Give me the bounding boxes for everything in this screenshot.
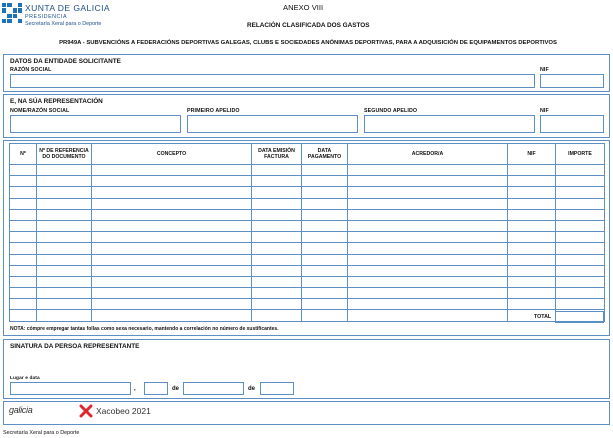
- table-cell[interactable]: [556, 176, 605, 187]
- table-cell[interactable]: [348, 254, 508, 265]
- table-cell[interactable]: [508, 176, 556, 187]
- table-cell[interactable]: [348, 198, 508, 209]
- logo-presidencia-text: PRESIDENCIA: [25, 14, 68, 20]
- table-row: [10, 220, 605, 231]
- table-cell[interactable]: [252, 176, 302, 187]
- table-cell[interactable]: [10, 276, 37, 287]
- document-title: RELACIÓN CLASIFICADA DOS GASTOS: [247, 22, 370, 29]
- table-cell[interactable]: [37, 220, 92, 231]
- name-field[interactable]: [10, 115, 181, 133]
- table-cell[interactable]: [37, 243, 92, 254]
- table-cell[interactable]: [10, 165, 37, 176]
- xacobeo-logo-icon: [79, 404, 93, 418]
- day-field[interactable]: [144, 382, 168, 395]
- table-cell[interactable]: [252, 243, 302, 254]
- table-cell[interactable]: [10, 299, 37, 310]
- table-cell[interactable]: [92, 209, 252, 220]
- col-header-invoice-date: DATA EMISIÓN FACTURA: [252, 144, 302, 165]
- table-cell[interactable]: [37, 187, 92, 198]
- table-cell[interactable]: [37, 254, 92, 265]
- table-cell[interactable]: [37, 288, 92, 299]
- table-cell[interactable]: [508, 299, 556, 310]
- table-cell[interactable]: [37, 232, 92, 243]
- logo-secretaria-text: Secretaría Xeral para o Deporte: [25, 20, 102, 27]
- table-cell[interactable]: [252, 220, 302, 231]
- table-cell[interactable]: [302, 310, 348, 321]
- table-cell[interactable]: [556, 254, 605, 265]
- table-cell[interactable]: [556, 198, 605, 209]
- table-cell[interactable]: [302, 187, 348, 198]
- col-header-number: Nº: [10, 144, 37, 165]
- table-cell[interactable]: [10, 209, 37, 220]
- table-cell[interactable]: [252, 187, 302, 198]
- table-cell[interactable]: [556, 265, 605, 276]
- table-cell[interactable]: [302, 198, 348, 209]
- table-cell[interactable]: [508, 265, 556, 276]
- table-cell[interactable]: [10, 254, 37, 265]
- table-row: [10, 299, 605, 310]
- razon-social-field[interactable]: [10, 74, 535, 88]
- table-cell[interactable]: [252, 299, 302, 310]
- col-header-creditor: ACREDOR/A: [348, 144, 508, 165]
- table-cell[interactable]: [348, 276, 508, 287]
- signature-section-title: SINATURA DA PERSOA REPRESENTANTE: [10, 343, 140, 350]
- table-cell[interactable]: [10, 265, 37, 276]
- table-cell[interactable]: [10, 198, 37, 209]
- total-field[interactable]: [555, 311, 604, 323]
- table-row: [10, 265, 605, 276]
- table-cell[interactable]: [508, 220, 556, 231]
- table-cell[interactable]: [92, 187, 252, 198]
- table-cell[interactable]: [92, 288, 252, 299]
- table-cell[interactable]: [252, 198, 302, 209]
- table-cell[interactable]: [10, 232, 37, 243]
- table-cell[interactable]: [348, 232, 508, 243]
- table-cell[interactable]: [10, 310, 37, 321]
- table-cell[interactable]: [37, 276, 92, 287]
- table-cell[interactable]: [302, 288, 348, 299]
- place-date-label: Lugar e data: [10, 376, 40, 381]
- table-cell[interactable]: [252, 165, 302, 176]
- de-separator-1: de: [172, 386, 180, 392]
- table-row: [10, 187, 605, 198]
- table-cell[interactable]: [37, 209, 92, 220]
- table-cell[interactable]: [252, 276, 302, 287]
- logo-xunta-text: XUNTA DE GALICIA: [25, 3, 111, 13]
- table-cell[interactable]: [556, 232, 605, 243]
- table-cell[interactable]: [10, 288, 37, 299]
- table-cell[interactable]: [348, 243, 508, 254]
- table-cell[interactable]: [302, 299, 348, 310]
- table-row: [10, 165, 605, 176]
- table-cell[interactable]: [508, 209, 556, 220]
- table-cell[interactable]: [556, 288, 605, 299]
- table-cell[interactable]: [302, 243, 348, 254]
- table-cell[interactable]: [302, 209, 348, 220]
- table-cell[interactable]: [252, 254, 302, 265]
- col-header-reference: Nº DE REFERENCIA DO DOCUMENTO: [37, 144, 92, 165]
- footer-org-text: Secretaría Xeral para o Deporte: [3, 430, 80, 436]
- col-header-payment-date: DATA PAGAMENTO: [302, 144, 348, 165]
- col-header-amount: IMPORTE: [556, 144, 605, 165]
- table-row: [10, 310, 605, 321]
- table-cell[interactable]: [302, 276, 348, 287]
- table-cell[interactable]: [556, 165, 605, 176]
- table-cell[interactable]: [508, 165, 556, 176]
- table-row: [10, 243, 605, 254]
- table-row: [10, 176, 605, 187]
- table-cell[interactable]: [252, 209, 302, 220]
- table-cell[interactable]: [92, 265, 252, 276]
- table-cell[interactable]: [10, 220, 37, 231]
- table-cell[interactable]: [302, 265, 348, 276]
- table-cell[interactable]: [302, 220, 348, 231]
- table-cell[interactable]: [10, 187, 37, 198]
- surname2-field[interactable]: [364, 115, 535, 133]
- table-cell[interactable]: [92, 243, 252, 254]
- table-cell[interactable]: [556, 187, 605, 198]
- year-field[interactable]: [260, 382, 294, 395]
- table-header-row: [10, 144, 605, 165]
- table-cell[interactable]: [92, 232, 252, 243]
- table-cell[interactable]: [37, 198, 92, 209]
- table-cell[interactable]: [348, 176, 508, 187]
- xunta-logo-icon: [2, 3, 22, 23]
- table-cell[interactable]: [348, 187, 508, 198]
- xacobeo-logo-text: Xacobeo 2021: [96, 406, 151, 416]
- table-cell[interactable]: [348, 165, 508, 176]
- table-cell[interactable]: [92, 165, 252, 176]
- table-cell[interactable]: [252, 232, 302, 243]
- table-note: NOTA: cómpre empregar tantas follas como sexa necesario, mantendo a correlación no número de xustificantes.: [10, 326, 279, 332]
- table-cell[interactable]: [508, 243, 556, 254]
- procedure-title: PR949A - SUBVENCIÓNS A FEDERACIÓNS DEPORTIVAS GALEGAS, CLUBS E SOCIEDADES ANÓNIMAS DEPORTIVAS, PARA A ADQUISICIÓN DE EQUIPAMENTOS DEPORTIVOS: [59, 40, 557, 46]
- table-cell[interactable]: [92, 276, 252, 287]
- table-cell[interactable]: [37, 165, 92, 176]
- table-row: [10, 198, 605, 209]
- table-cell[interactable]: [92, 220, 252, 231]
- representative-nif-label: NIF: [540, 108, 549, 114]
- table-cell[interactable]: [556, 299, 605, 310]
- table-cell[interactable]: [302, 232, 348, 243]
- table-cell[interactable]: [37, 176, 92, 187]
- table-cell[interactable]: [348, 288, 508, 299]
- table-cell[interactable]: [508, 198, 556, 209]
- table-cell[interactable]: [37, 299, 92, 310]
- annex-label: ANEXO VIII: [283, 3, 324, 12]
- col-header-concept: CONCEPTO: [92, 144, 252, 165]
- table-cell[interactable]: [92, 176, 252, 187]
- representative-section-title: E, NA SÚA REPRESENTACIÓN: [10, 98, 103, 105]
- table-cell[interactable]: [556, 220, 605, 231]
- entity-nif-label: NIF: [540, 67, 549, 73]
- table-cell[interactable]: [508, 276, 556, 287]
- table-row: [10, 288, 605, 299]
- table-cell[interactable]: [92, 299, 252, 310]
- surname1-field[interactable]: [187, 115, 358, 133]
- table-cell[interactable]: [556, 243, 605, 254]
- representative-nif-field[interactable]: [540, 115, 604, 133]
- total-label: TOTAL: [534, 314, 552, 320]
- table-cell[interactable]: [348, 299, 508, 310]
- galicia-logo-text: galicia: [9, 405, 33, 415]
- table-cell[interactable]: [508, 288, 556, 299]
- entity-nif-field[interactable]: [540, 74, 604, 88]
- table-cell[interactable]: [10, 243, 37, 254]
- table-cell[interactable]: [348, 209, 508, 220]
- table-cell[interactable]: [37, 310, 92, 321]
- table-cell[interactable]: [508, 187, 556, 198]
- name-label: NOME/RAZÓN SOCIAL: [10, 108, 70, 114]
- comma-separator: ,: [134, 386, 136, 392]
- footer-logos-section: [3, 401, 610, 425]
- table-cell[interactable]: [10, 176, 37, 187]
- table-cell[interactable]: [92, 198, 252, 209]
- table-cell[interactable]: [252, 288, 302, 299]
- razon-social-label: RAZÓN SOCIAL: [10, 67, 52, 73]
- table-cell[interactable]: [302, 254, 348, 265]
- month-field[interactable]: [183, 382, 244, 395]
- table-cell[interactable]: [92, 254, 252, 265]
- table-cell[interactable]: [252, 310, 302, 321]
- table-row: [10, 232, 605, 243]
- table-cell[interactable]: [508, 232, 556, 243]
- table-cell[interactable]: [92, 310, 252, 321]
- table-cell[interactable]: [508, 254, 556, 265]
- surname2-label: SEGUNDO APELIDO: [364, 108, 418, 114]
- entity-section-title: DATOS DA ENTIDADE SOLICITANTE: [10, 58, 121, 65]
- table-cell[interactable]: [556, 209, 605, 220]
- table-cell[interactable]: [348, 310, 508, 321]
- table-cell[interactable]: [302, 176, 348, 187]
- table-cell[interactable]: [252, 265, 302, 276]
- place-field[interactable]: [10, 382, 131, 395]
- de-separator-2: de: [248, 386, 256, 392]
- table-cell[interactable]: [302, 165, 348, 176]
- expenses-table: [9, 143, 605, 322]
- table-cell[interactable]: [556, 276, 605, 287]
- table-cell[interactable]: [348, 265, 508, 276]
- col-header-nif: NIF: [508, 144, 556, 165]
- table-cell[interactable]: [348, 220, 508, 231]
- surname1-label: PRIMEIRO APELIDO: [187, 108, 240, 114]
- table-row: [10, 209, 605, 220]
- table-row: [10, 254, 605, 265]
- table-cell[interactable]: [37, 265, 92, 276]
- table-row: [10, 276, 605, 287]
